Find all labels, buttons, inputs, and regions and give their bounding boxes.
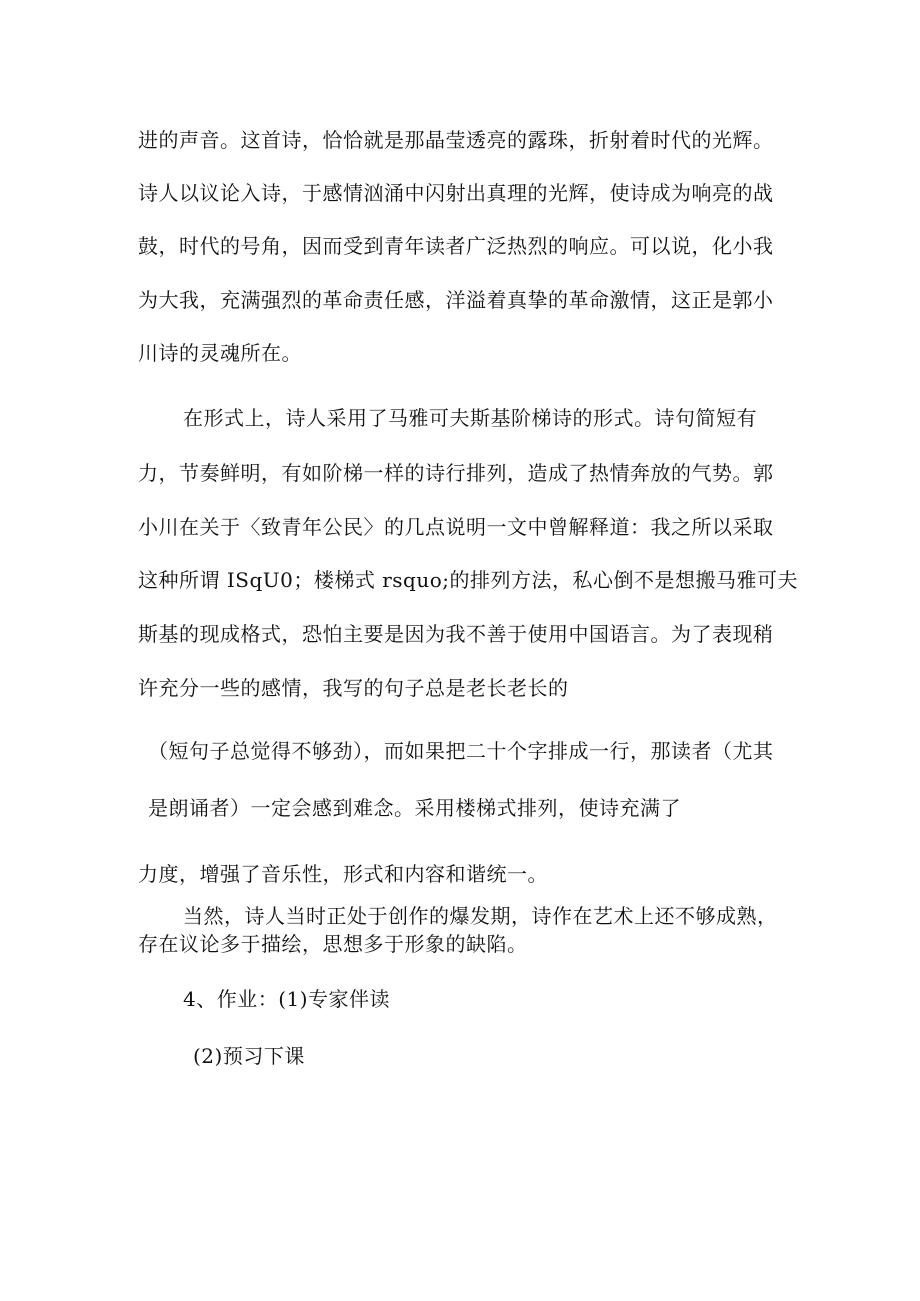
text-line-3: 鼓，时代的号角，因而受到青年读者广泛热烈的响应。可以说，化小我 xyxy=(138,234,774,258)
text-line-8: 小川在关于〈致青年公民〉的几点说明一文中曾解释道：我之所以采取 xyxy=(138,515,774,539)
text-line-15: 当然，诗人当时正处于创作的爆发期，诗作在艺术上还不够成熟， xyxy=(183,904,778,928)
text-line-9: 这种所谓 ISqU0；楼梯式 rsquo;的排列方法，私心倒不是想搬马雅可夫 xyxy=(138,568,798,592)
text-line-2: 诗人以议论入诗，于感情汹涌中闪射出真理的光辉，使诗成为响亮的战 xyxy=(138,181,774,205)
text-line-5: 川诗的灵魂所在。 xyxy=(138,341,302,365)
text-line-12: （短句子总觉得不够劲），而如果把二十个字排成一行，那读者（尤其 xyxy=(148,739,774,763)
text-line-16: 存在议论多于描绘，思想多于形象的缺陷。 xyxy=(138,932,528,956)
text-line-14: 力度，增强了音乐性，形式和内容和谐统一。 xyxy=(138,862,548,886)
text-line-17: 4、作业：(1)专家伴读 xyxy=(183,987,391,1011)
text-line-4: 为大我，充满强烈的革命责任感，洋溢着真挚的革命激情，这正是郭小 xyxy=(138,288,774,312)
text-line-13: 是朗诵者）一定会感到难念。采用楼梯式排列，使诗充满了 xyxy=(148,796,681,820)
text-line-7: 力，节奏鲜明，有如阶梯一样的诗行排列，造成了热情奔放的气势。郭 xyxy=(138,461,774,485)
text-line-1: 进的声音。这首诗，恰恰就是那晶莹透亮的露珠，折射着时代的光辉。 xyxy=(138,128,774,152)
text-line-18: (2)预习下课 xyxy=(193,1044,305,1068)
text-line-6: 在形式上，诗人采用了马雅可夫斯基阶梯诗的形式。诗句简短有 xyxy=(183,406,757,430)
text-line-10: 斯基的现成格式，恐怕主要是因为我不善于使用中国语言。为了表现稍 xyxy=(138,622,774,646)
text-line-11: 许充分一些的感情，我写的句子总是老长老长的 xyxy=(138,676,569,700)
